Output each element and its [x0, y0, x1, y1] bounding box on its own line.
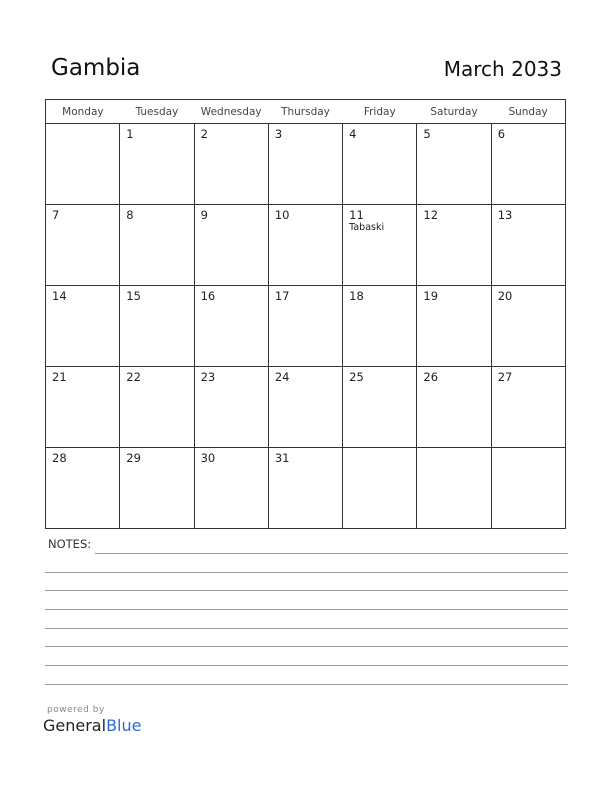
- day-cell: [491, 448, 565, 529]
- notes-label: NOTES:: [48, 537, 92, 551]
- day-number: 15: [126, 289, 141, 303]
- day-number: 2: [200, 127, 208, 141]
- day-cell: [194, 448, 268, 529]
- day-number: 25: [349, 370, 364, 384]
- week-row: [46, 286, 566, 367]
- weekday-sunday: Sunday: [491, 100, 565, 124]
- day-cell: [491, 205, 565, 286]
- day-number: 1: [126, 127, 134, 141]
- note-line: [45, 684, 568, 685]
- note-line: [95, 553, 568, 554]
- day-cell: [46, 286, 120, 367]
- weekday-friday: Friday: [343, 100, 417, 124]
- day-number: 9: [200, 208, 208, 222]
- day-number: 11: [349, 208, 364, 222]
- day-number: 21: [52, 370, 67, 384]
- day-cell: [417, 124, 491, 205]
- day-cell: [491, 286, 565, 367]
- day-number: 6: [497, 127, 506, 141]
- day-number: 17: [274, 289, 290, 303]
- weekday-monday: Monday: [46, 100, 120, 124]
- note-line: [45, 572, 568, 573]
- day-number: 7: [52, 208, 60, 222]
- week-row: [46, 448, 566, 529]
- day-cell: [120, 124, 194, 205]
- note-line: [45, 609, 568, 610]
- week-row: [46, 367, 566, 448]
- day-cell: [268, 448, 342, 529]
- day-cell: [343, 124, 417, 205]
- month-year-title: March 2033: [443, 57, 562, 81]
- day-number: 20: [497, 289, 513, 303]
- day-number: 12: [423, 208, 439, 222]
- day-cell: [194, 124, 268, 205]
- day-cell: [343, 286, 417, 367]
- day-number: 24: [274, 370, 290, 384]
- day-cell: [120, 205, 194, 286]
- day-cell: [268, 205, 342, 286]
- day-number: 27: [497, 370, 513, 384]
- brand-name-general: General: [43, 716, 107, 735]
- day-cell: [194, 367, 268, 448]
- note-line: [45, 665, 568, 666]
- day-cell: [343, 205, 417, 286]
- weekday-saturday: Saturday: [417, 100, 491, 124]
- weekday-thursday: Thursday: [268, 100, 342, 124]
- day-cell: [120, 286, 194, 367]
- note-line: [45, 646, 568, 647]
- day-number: 30: [200, 451, 216, 465]
- day-number: 31: [274, 451, 290, 465]
- powered-by-text: powered by: [47, 705, 105, 715]
- brand-logo: [43, 716, 141, 735]
- week-row: [46, 205, 566, 286]
- calendar-body: [46, 124, 566, 529]
- day-number: 14: [52, 289, 67, 303]
- country-title: Gambia: [51, 55, 141, 81]
- day-cell: [268, 124, 342, 205]
- day-cell: [268, 286, 342, 367]
- day-cell: [268, 367, 342, 448]
- day-cell: [343, 448, 417, 529]
- day-cell: [46, 448, 120, 529]
- day-number: 10: [274, 208, 290, 222]
- day-cell: [417, 367, 491, 448]
- day-cell: [343, 367, 417, 448]
- day-cell: [194, 286, 268, 367]
- day-number: 13: [497, 208, 513, 222]
- day-number: 4: [349, 127, 357, 141]
- day-number: 22: [126, 370, 141, 384]
- day-number: 5: [423, 127, 431, 141]
- day-number: 28: [52, 451, 67, 465]
- day-number: 19: [423, 289, 439, 303]
- day-cell: [120, 448, 194, 529]
- day-cell: [46, 205, 120, 286]
- week-row: [46, 124, 566, 205]
- day-cell: [46, 124, 120, 205]
- day-cell: [46, 367, 120, 448]
- day-cell: [417, 448, 491, 529]
- day-number: 29: [126, 451, 141, 465]
- day-number: 26: [423, 370, 439, 384]
- day-number: 8: [126, 208, 134, 222]
- day-cell: [417, 205, 491, 286]
- day-cell: [194, 205, 268, 286]
- day-cell: [491, 367, 565, 448]
- day-cell: [417, 286, 491, 367]
- day-number: 3: [274, 127, 283, 141]
- weekday-wednesday: Wednesday: [194, 100, 268, 124]
- day-cell: [491, 124, 565, 205]
- day-number: 18: [349, 289, 364, 303]
- weekday-header-row: [46, 100, 566, 124]
- day-number: 23: [200, 370, 216, 384]
- note-line: [45, 590, 568, 591]
- day-number: 16: [200, 289, 216, 303]
- holiday-label: Tabaski: [349, 222, 385, 233]
- note-line: [45, 628, 568, 629]
- calendar-grid: [45, 99, 566, 529]
- day-cell: [120, 367, 194, 448]
- brand-name-blue: Blue: [106, 716, 142, 735]
- weekday-tuesday: Tuesday: [120, 100, 194, 124]
